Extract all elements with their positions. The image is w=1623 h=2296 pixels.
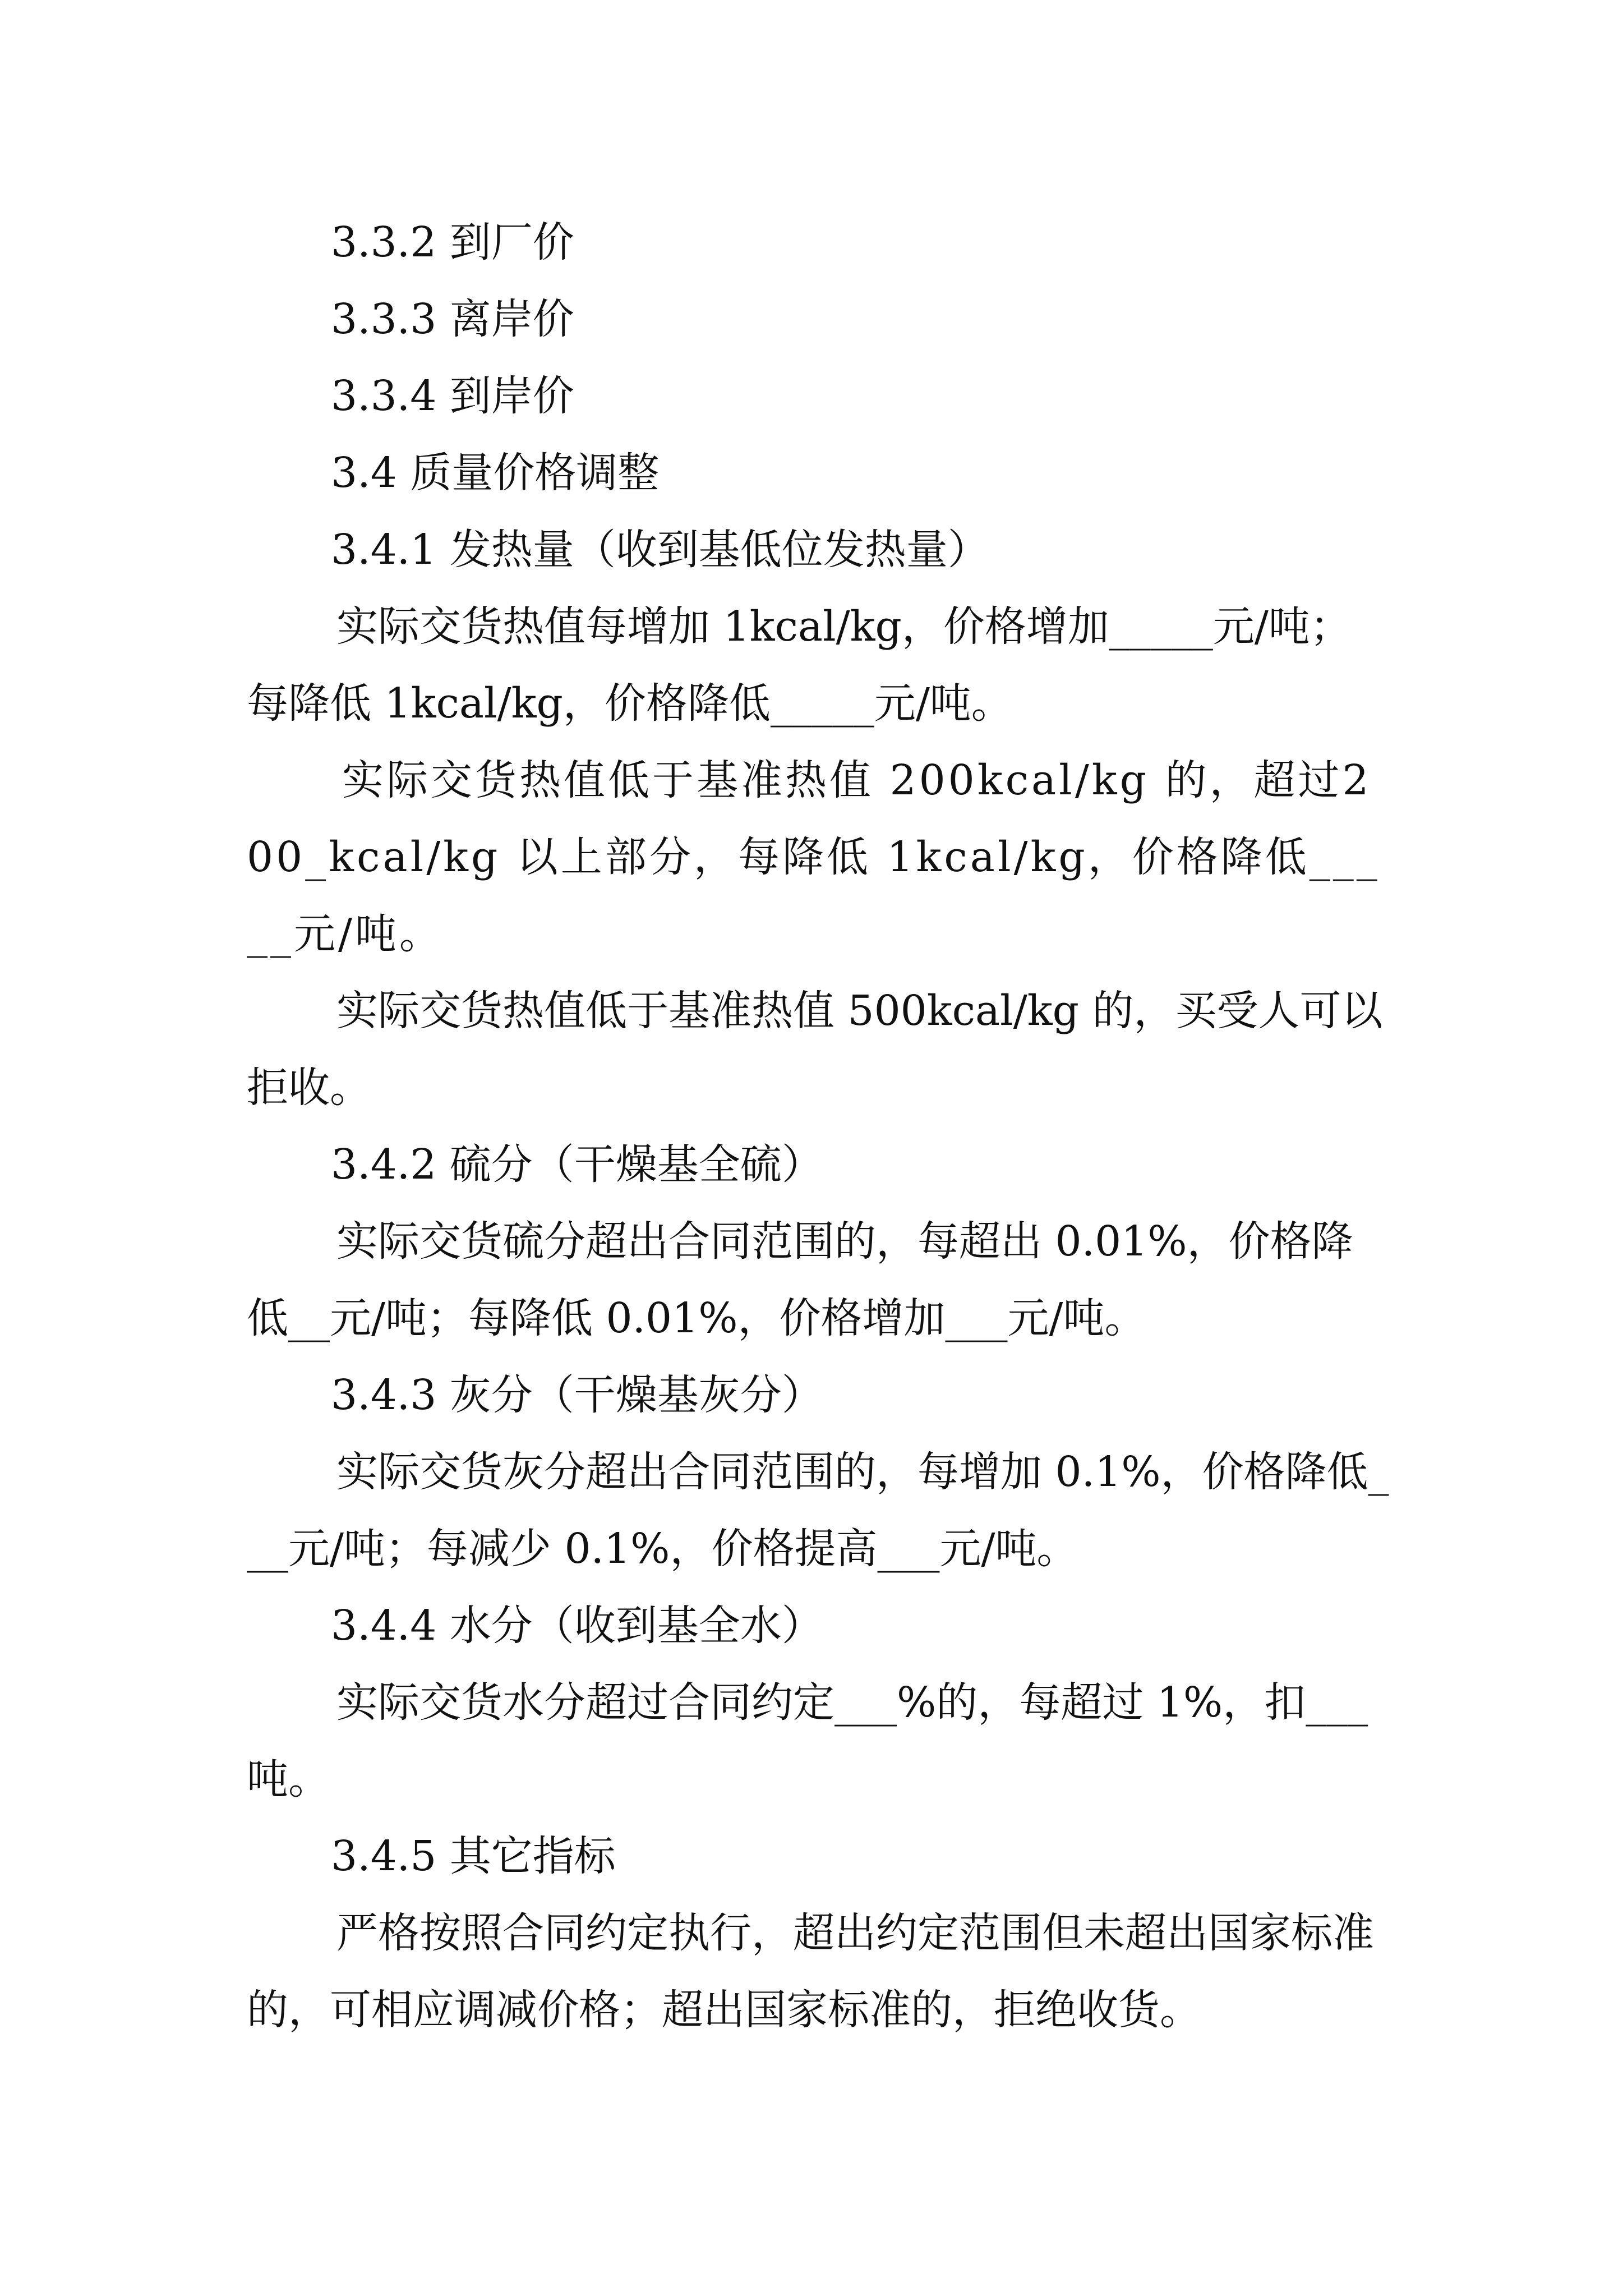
paragraph-heat-value-adjustment: 实际交货热值每增加 1kcal/kg，价格增加_____元/吨；每降低 1kcal/kg，价格降低_____元/吨。: [247, 602, 1352, 728]
heading-3-3-2: 3.3.2 到厂价: [331, 218, 574, 266]
heading-3-4-4: 3.4.4 水分（收到基全水）: [331, 1602, 823, 1650]
paragraph-ash-adjustment: 实际交货灰分超出合同范围的，每增加 0.1%，价格降低___元/吨；每减少 0.1%，价格提高___元/吨。: [247, 1448, 1389, 1573]
paragraph-heat-value-below-200: 实际交货热值低于基准热值 200kcal/kg 的，超过200_kcal/kg 以上部分，每降低 1kcal/kg，价格降低_____元/吨。: [247, 756, 1380, 958]
heading-3-4-5: 3.4.5 其它指标: [331, 1832, 616, 1880]
heading-3-4: 3.4 质量价格调整: [331, 449, 660, 497]
paragraph-other-indicators: 严格按照合同约定执行，超出约定范围但未超出国家标准的，可相应调减价格；超出国家标准的，拒绝收货。: [247, 1909, 1374, 2034]
heading-3-4-3: 3.4.3 灰分（干燥基灰分）: [331, 1371, 823, 1419]
heading-3-3-4: 3.3.4 到岸价: [331, 372, 574, 420]
paragraph-moisture-adjustment: 实际交货水分超过合同约定___%的，每超过 1%，扣___吨。: [247, 1678, 1368, 1803]
heading-3-4-1: 3.4.1 发热量（收到基低位发热量）: [331, 526, 989, 574]
paragraph-sulfur-adjustment: 实际交货硫分超出合同范围的，每超出 0.01%，价格降低__元/吨；每降低 0.01%，价格增加___元/吨。: [247, 1217, 1353, 1342]
heading-3-4-2: 3.4.2 硫分（干燥基全硫）: [331, 1140, 823, 1189]
heading-3-3-3: 3.3.3 离岸价: [331, 295, 574, 343]
paragraph-heat-value-below-500: 实际交货热值低于基准热值 500kcal/kg 的，买受人可以拒收。: [247, 987, 1383, 1112]
